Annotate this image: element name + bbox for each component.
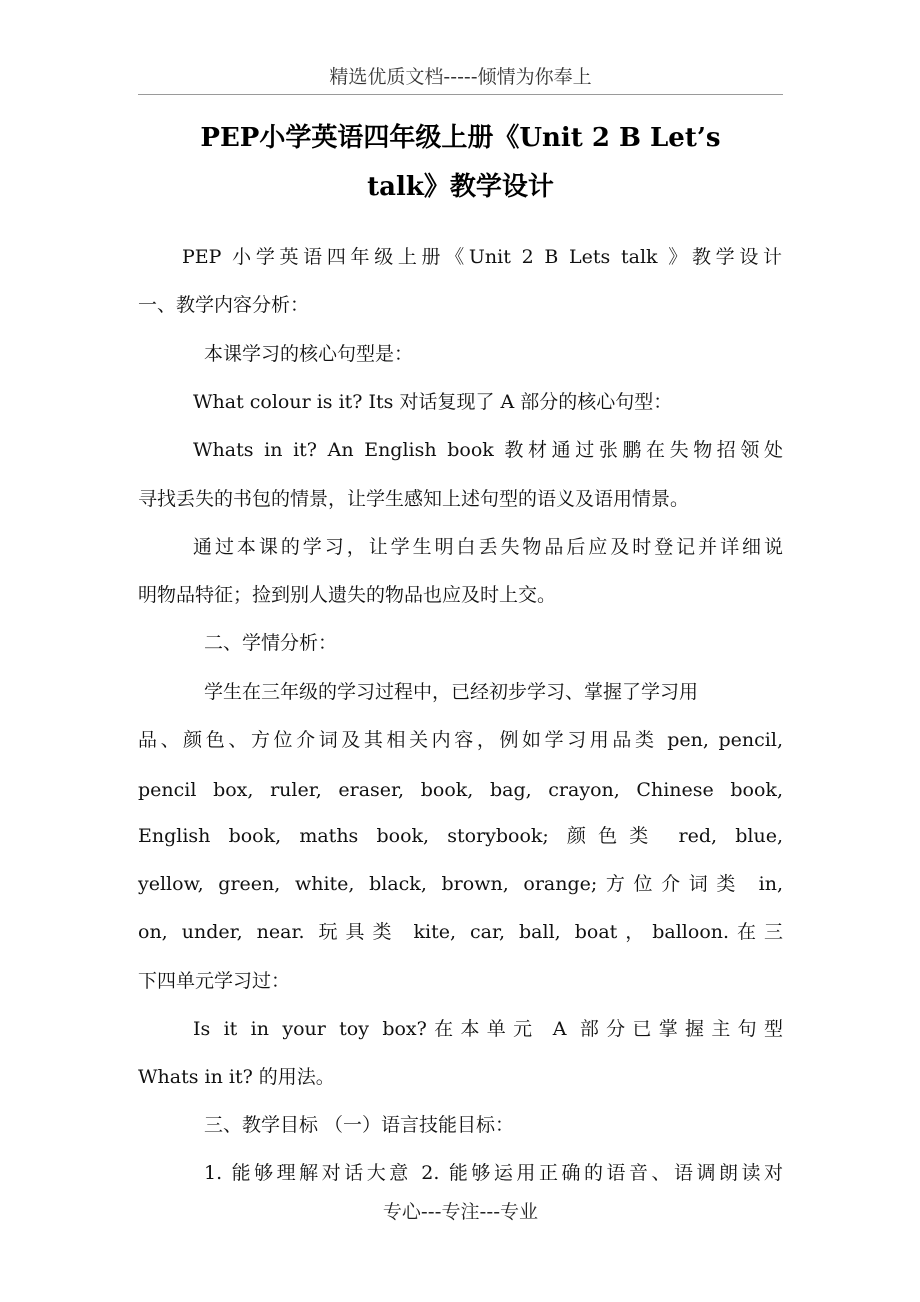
body-line: Whats in it? An English book 教材通过张鹏在失物招领处 (193, 439, 783, 461)
page-footer: 专心---专注---专业 (382, 1201, 539, 1223)
body-line: Is it in your toy box?在本单元 A 部分已掌握主句型 (193, 1018, 783, 1040)
section-heading: 三、教学目标 （一）语言技能目标： (204, 1114, 515, 1136)
body-line: 本课学习的核心句型是： (204, 343, 414, 365)
body-line: 1. 能够理解对话大意 2. 能够运用正确的语音、语调朗读对 (204, 1162, 783, 1184)
body-line: Whats in it? 的用法。 (138, 1066, 335, 1088)
body-line: 明物品特征；捡到别人遗失的物品也应及时上交。 (138, 584, 557, 606)
body-line: 下四单元学习过： (138, 970, 291, 992)
body-line: pencil box, ruler, eraser, book, bag, crayon, Chinese book, (138, 779, 783, 801)
body-line: 学生在三年级的学习过程中，已经初步学习、掌握了学习用 (204, 681, 699, 703)
section-heading: 二、学情分析： (204, 632, 338, 654)
body-line: English book, maths book, storybook; 颜色类 red, blue, (138, 825, 783, 847)
body-line: PEP 小学英语四年级上册《Unit 2 B Lets talk 》教学设计 (182, 246, 782, 268)
body-line: 品、颜色、方位介词及其相关内容，例如学习用品类 pen, pencil, (138, 729, 783, 751)
body-line: 通过本课的学习，让学生明白丢失物品后应及时登记并详细说 (193, 536, 783, 558)
body-line: on, under, near. 玩具类 kite, car, ball, boat，balloon.在三 (138, 921, 783, 943)
document-title-line-2: talk》教学设计 (367, 172, 554, 202)
body-line: yellow, green, white, black, brown, orange;方位介词类 in, (138, 873, 783, 895)
section-heading: 一、教学内容分析： (138, 294, 310, 316)
body-line: 寻找丢失的书包的情景，让学生感知上述句型的语义及语用情景。 (138, 488, 690, 510)
body-line: What colour is it? Its 对话复现了 A 部分的核心句型： (193, 391, 673, 413)
header-divider (138, 94, 783, 95)
page-header: 精选优质文档-----倾情为你奉上 (329, 66, 592, 88)
document-title-line-1: PEP小学英语四年级上册《Unit 2 B Let’s (200, 123, 721, 153)
